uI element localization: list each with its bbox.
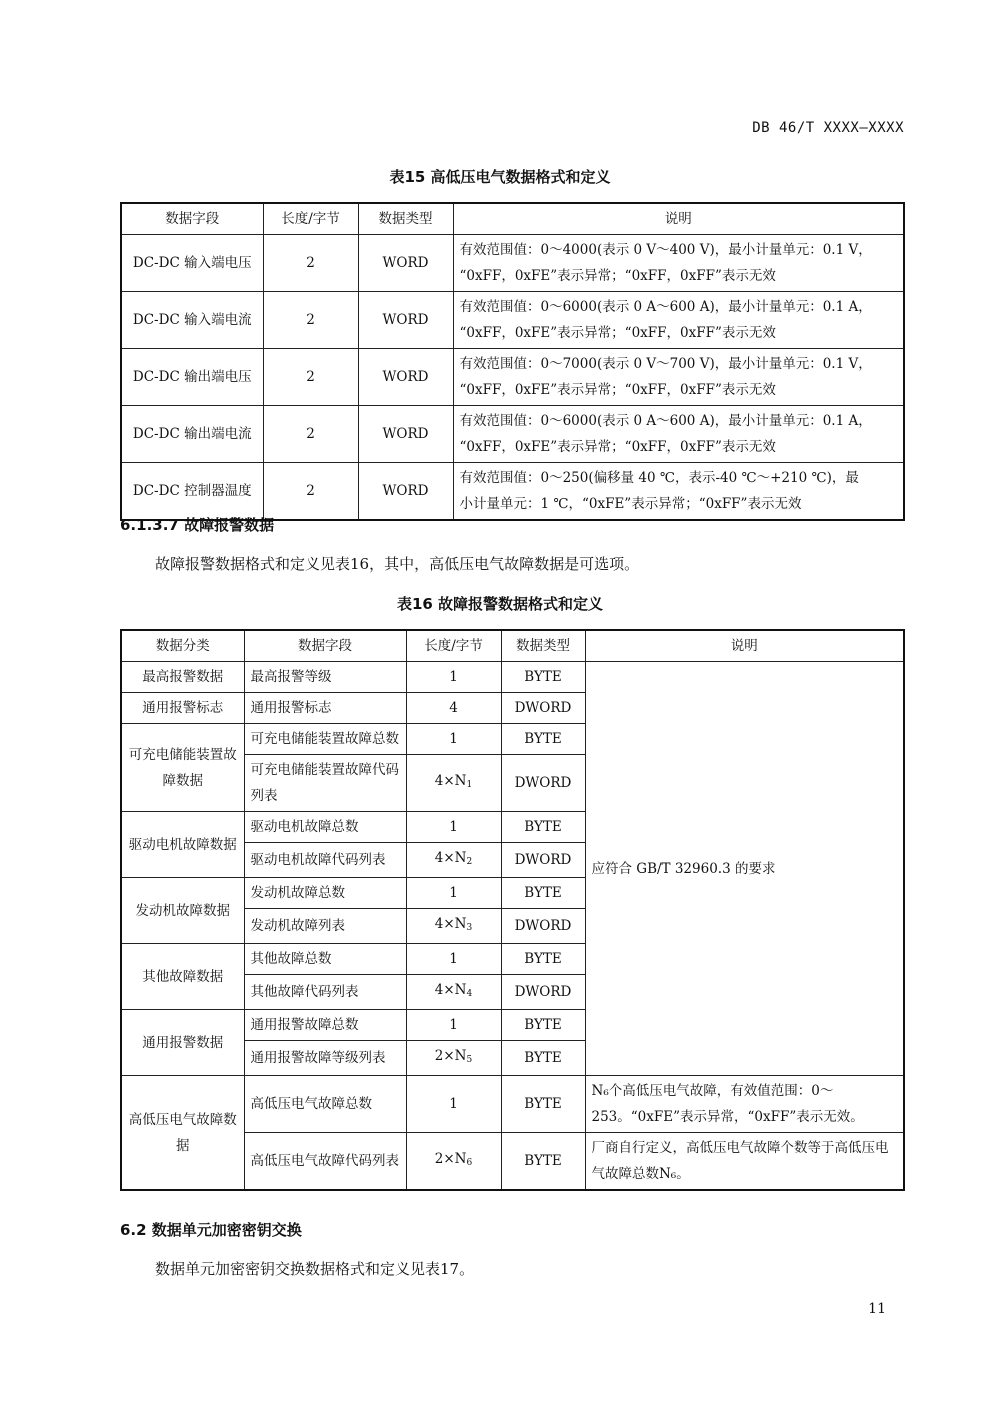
description-cell [453, 463, 904, 521]
table15-header-cell: 说明 [453, 203, 904, 235]
table16-header-cell: 数据字段 [244, 630, 406, 662]
length-base: 2×N [434, 1048, 467, 1064]
type-cell: DWORD [501, 693, 585, 724]
table15-header-row [121, 203, 904, 235]
length-cell: 2 [263, 292, 358, 349]
length-cell [406, 843, 501, 878]
length-cell: 1 [406, 1076, 501, 1133]
length-cell: 1 [406, 812, 501, 843]
field-cell: 可充电储能装置故障代码列表 [244, 755, 406, 812]
length-cell: 2 [263, 235, 358, 292]
length-cell [406, 1041, 501, 1076]
table15-header-cell: 长度/字节 [263, 203, 358, 235]
description-cell: 厂商自行定义，高低压电气故障个数等于高低压电气故障总数N₆。 [585, 1133, 904, 1191]
length-cell: 1 [406, 724, 501, 755]
category-cell: 发动机故障数据 [121, 878, 244, 944]
desc-line: “0xFF，0xFE”表示异常；“0xFF，0xFF”表示无效 [459, 382, 776, 398]
type-cell: DWORD [501, 843, 585, 878]
type-cell: BYTE [501, 944, 585, 975]
paragraph: 数据单元加密密钥交换数据格式和定义见表17。 [155, 1260, 475, 1278]
category-cell: 通用报警标志 [121, 693, 244, 724]
type-cell: WORD [358, 235, 453, 292]
length-base: 2×N [434, 1151, 467, 1167]
table15-row [121, 349, 904, 406]
length-cell: 1 [406, 944, 501, 975]
length-cell [406, 1133, 501, 1191]
type-cell: DWORD [501, 909, 585, 944]
table16 [120, 629, 905, 1191]
length-cell [406, 909, 501, 944]
type-cell: WORD [358, 463, 453, 521]
table15-caption: 表15 高低压电气数据格式和定义 [389, 168, 611, 186]
table16-header-cell: 说明 [585, 630, 904, 662]
page-number: 11 [868, 1301, 886, 1317]
length-base: 4×N [434, 916, 467, 932]
field-cell: DC-DC 输入端电压 [121, 235, 263, 292]
desc-line: 有效范围值：0～6000(表示 0 A～600 A)，最小计量单元：0.1 A， [459, 413, 872, 429]
table15-row [121, 463, 904, 521]
table15-row [121, 235, 904, 292]
length-cell: 2 [263, 406, 358, 463]
table16-caption: 表16 故障报警数据格式和定义 [396, 595, 604, 613]
type-cell: BYTE [501, 662, 585, 693]
type-cell: DWORD [501, 975, 585, 1010]
length-cell: 2 [263, 349, 358, 406]
field-cell: 其他故障总数 [244, 944, 406, 975]
table16-header-cell: 数据分类 [121, 630, 244, 662]
desc-line: “0xFF，0xFE”表示异常；“0xFF，0xFF”表示无效 [459, 268, 776, 284]
type-cell: WORD [358, 406, 453, 463]
description-cell [453, 292, 904, 349]
length-subscript: 3 [466, 923, 473, 933]
length-base: 4×N [434, 850, 467, 866]
field-cell: 最高报警等级 [244, 662, 406, 693]
field-cell: 通用报警标志 [244, 693, 406, 724]
desc-line: 小计量单元：1 ℃，“0xFE”表示异常；“0xFF”表示无效 [459, 496, 802, 512]
table15-header-cell: 数据字段 [121, 203, 263, 235]
length-subscript: 4 [466, 989, 473, 999]
field-cell: 其他故障代码列表 [244, 975, 406, 1010]
length-cell [406, 975, 501, 1010]
type-cell: DWORD [501, 755, 585, 812]
table15-row [121, 406, 904, 463]
field-cell: 驱动电机故障总数 [244, 812, 406, 843]
document-id: DB 46/T XXXX—XXXX [752, 120, 904, 136]
length-subscript: 6 [466, 1158, 473, 1168]
length-cell: 2 [263, 463, 358, 521]
type-cell: BYTE [501, 1041, 585, 1076]
table16-header-cell: 数据类型 [501, 630, 585, 662]
desc-line: 有效范围值：0～250(偏移量 40 ℃，表示-40 ℃～+210 ℃)，最 [459, 470, 859, 486]
field-cell: 通用报警故障等级列表 [244, 1041, 406, 1076]
type-cell: BYTE [501, 1010, 585, 1041]
type-cell: BYTE [501, 724, 585, 755]
category-cell: 通用报警数据 [121, 1010, 244, 1076]
field-cell: 可充电储能装置故障总数 [244, 724, 406, 755]
desc-line: 有效范围值：0～4000(表示 0 V～400 V)，最小计量单元：0.1 V， [459, 242, 872, 258]
length-base: 4×N [434, 773, 467, 789]
category-cell: 其他故障数据 [121, 944, 244, 1010]
table16-header-cell: 长度/字节 [406, 630, 501, 662]
field-cell: DC-DC 控制器温度 [121, 463, 263, 521]
description-cell [453, 235, 904, 292]
category-cell: 高低压电气故障数据 [121, 1076, 244, 1191]
description-cell [453, 349, 904, 406]
section-heading: 6.2 数据单元加密密钥交换 [120, 1221, 302, 1239]
field-cell: DC-DC 输入端电流 [121, 292, 263, 349]
length-cell [406, 755, 501, 812]
description-cell: N₆个高低压电气故障，有效值范围：0～253。“0xFE”表示异常，“0xFF”表示无效。 [585, 1076, 904, 1133]
length-cell: 1 [406, 878, 501, 909]
table16-row [121, 1076, 904, 1133]
table15-row [121, 292, 904, 349]
length-subscript: 2 [466, 857, 473, 867]
length-cell: 4 [406, 693, 501, 724]
description-cell [453, 406, 904, 463]
table16-row [121, 662, 904, 693]
field-cell: 高低压电气故障代码列表 [244, 1133, 406, 1191]
field-cell: 发动机故障总数 [244, 878, 406, 909]
type-cell: WORD [358, 292, 453, 349]
section-heading: 6.1.3.7 故障报警数据 [120, 516, 275, 534]
table16-header-row [121, 630, 904, 662]
desc-line: 有效范围值：0～6000(表示 0 A～600 A)，最小计量单元：0.1 A， [459, 299, 872, 315]
field-cell: 高低压电气故障总数 [244, 1076, 406, 1133]
length-base: 4×N [434, 982, 467, 998]
paragraph: 故障报警数据格式和定义见表16，其中，高低压电气故障数据是可选项。 [155, 555, 640, 573]
field-cell: 通用报警故障总数 [244, 1010, 406, 1041]
field-cell: DC-DC 输出端电流 [121, 406, 263, 463]
shared-description-cell: 应符合 GB/T 32960.3 的要求 [585, 662, 904, 1076]
desc-line: “0xFF，0xFE”表示异常；“0xFF，0xFF”表示无效 [459, 325, 776, 341]
table15 [120, 202, 905, 521]
length-cell: 1 [406, 1010, 501, 1041]
desc-line: “0xFF，0xFE”表示异常；“0xFF，0xFF”表示无效 [459, 439, 776, 455]
desc-line: 有效范围值：0～7000(表示 0 V～700 V)，最小计量单元：0.1 V， [459, 356, 872, 372]
type-cell: BYTE [501, 1076, 585, 1133]
length-subscript: 5 [466, 1055, 473, 1065]
table15-header-cell: 数据类型 [358, 203, 453, 235]
type-cell: BYTE [501, 812, 585, 843]
length-cell: 1 [406, 662, 501, 693]
length-subscript: 1 [466, 780, 473, 790]
field-cell: DC-DC 输出端电压 [121, 349, 263, 406]
field-cell: 发动机故障列表 [244, 909, 406, 944]
category-cell: 最高报警数据 [121, 662, 244, 693]
category-cell: 可充电储能装置故障数据 [121, 724, 244, 812]
field-cell: 驱动电机故障代码列表 [244, 843, 406, 878]
type-cell: BYTE [501, 1133, 585, 1191]
type-cell: BYTE [501, 878, 585, 909]
type-cell: WORD [358, 349, 453, 406]
category-cell: 驱动电机故障数据 [121, 812, 244, 878]
